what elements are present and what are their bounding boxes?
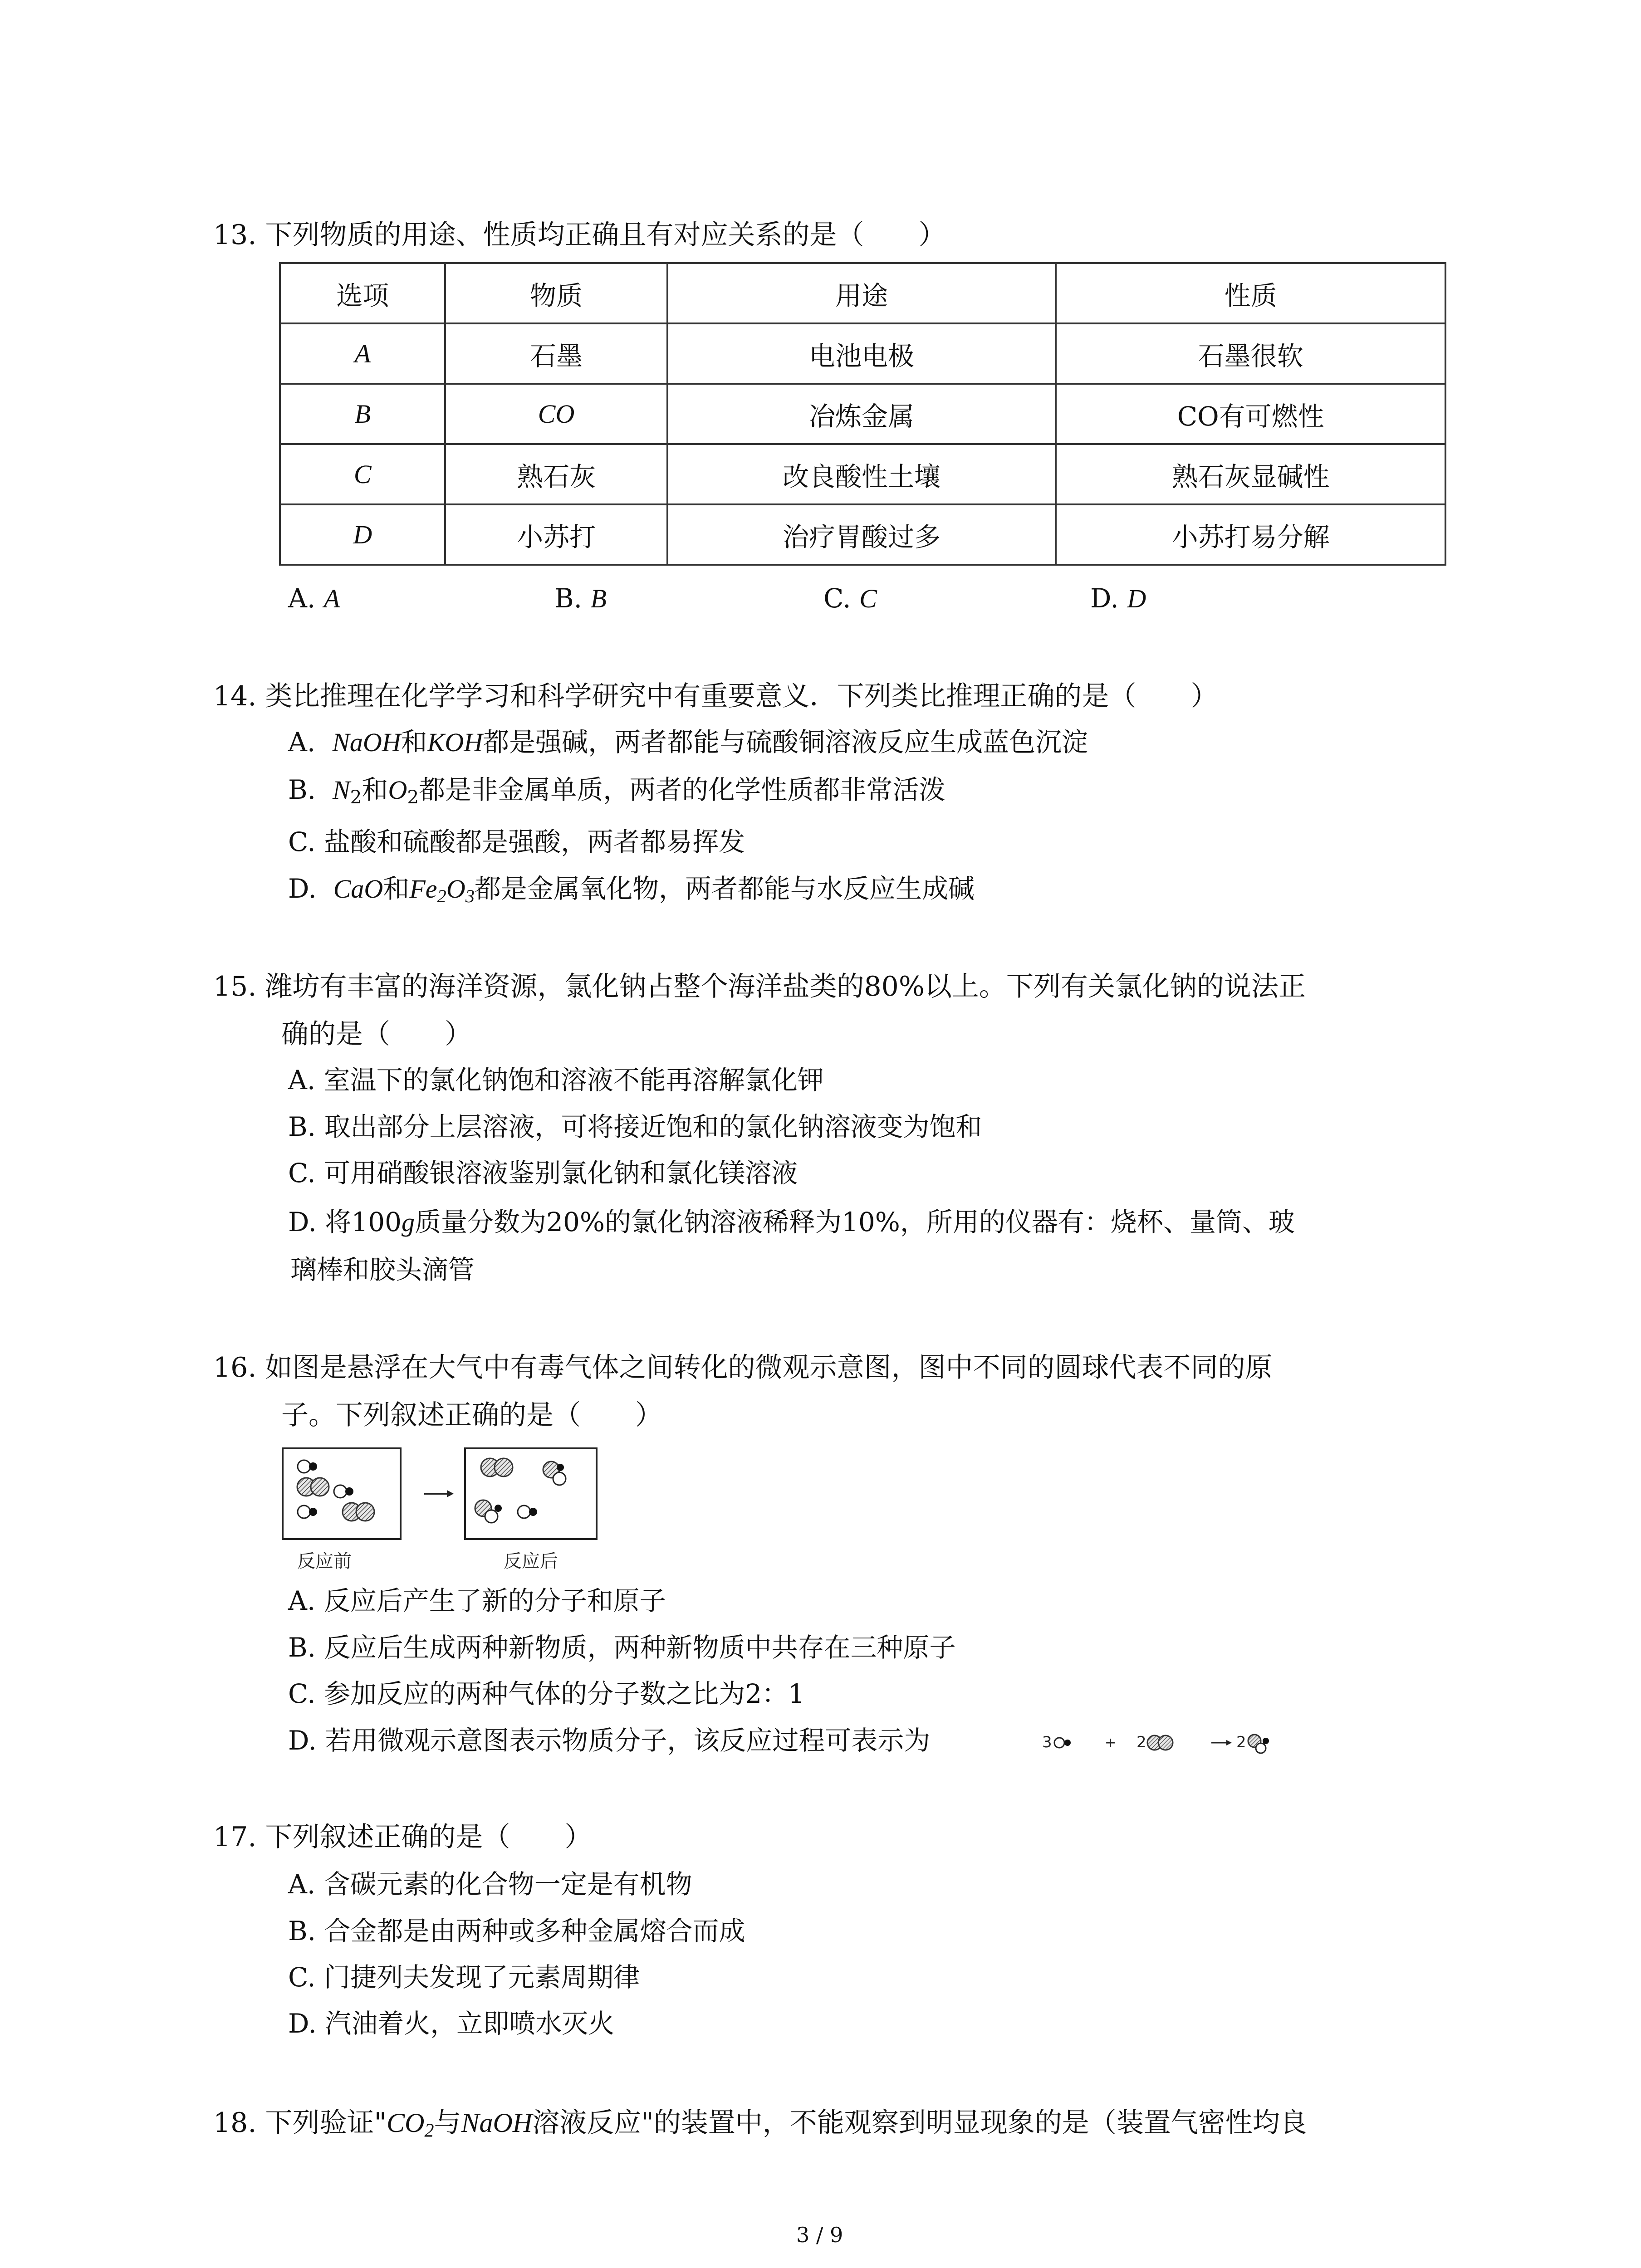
table-cell: 冶炼金属 bbox=[667, 384, 1056, 444]
q17-option-d[interactable]: D. 汽油着火，立即喷水灭火 bbox=[288, 2008, 615, 2039]
q17-option-b[interactable]: B. 合金都是由两种或多种金属熔合而成 bbox=[288, 1916, 745, 1946]
q16-stem-line1: 16. 如图是悬浮在大气中有毒气体之间转化的微观示意图，图中不同的圆球代表不同的原 bbox=[213, 1352, 1273, 1383]
table-cell: 熟石灰显碱性 bbox=[1056, 444, 1445, 504]
q17-stem: 17. 下列叙述正确的是（ ） bbox=[213, 1821, 592, 1853]
reaction-diagram bbox=[279, 1445, 615, 1581]
q15-option-a[interactable]: A. 室温下的氯化钠饱和溶液不能再溶解氯化钾 bbox=[288, 1065, 824, 1095]
table-row bbox=[280, 384, 1445, 444]
molecule-hatched-pair bbox=[481, 1458, 513, 1476]
table-header-cell: 选项 bbox=[280, 263, 445, 323]
table-cell: 电池电极 bbox=[667, 323, 1056, 384]
table-header-cell: 用途 bbox=[667, 263, 1056, 323]
table-cell: 小苏打易分解 bbox=[1056, 504, 1445, 565]
q16-option-d[interactable]: D. 若用微观示意图表示物质分子，该反应过程可表示为 bbox=[288, 1725, 931, 1756]
q15-option-d-line1[interactable]: D. 将100g质量分数为20%的氯化钠溶液稀释为10%，所用的仪器有：烧杯、量筒、玻 bbox=[288, 1207, 1295, 1237]
table-row bbox=[280, 444, 1445, 504]
eq-coef: 3 bbox=[1042, 1733, 1052, 1751]
label-after: 反应后 bbox=[504, 1551, 558, 1572]
q14-option-d[interactable]: D. CaO和$Fe_2O_3$都是金属氧化物，两者都能与水反应生成碱 bbox=[288, 873, 975, 907]
q13-option-b[interactable]: B. B bbox=[554, 583, 607, 614]
table-cell: D bbox=[280, 504, 445, 565]
table-cell: CO有可燃性 bbox=[1056, 384, 1445, 444]
eq-coef: 2 bbox=[1236, 1733, 1246, 1751]
table-cell: B bbox=[280, 384, 445, 444]
molecule-hatched-pair bbox=[297, 1478, 329, 1496]
q17-option-a[interactable]: A. 含碳元素的化合物一定是有机物 bbox=[288, 1869, 692, 1900]
q15-option-b[interactable]: B. 取出部分上层溶液，可将接近饱和的氯化钠溶液变为饱和 bbox=[288, 1111, 982, 1142]
table-cell: 改良酸性土壤 bbox=[667, 444, 1056, 504]
page-number: 3 / 9 bbox=[796, 2223, 843, 2247]
q14-stem: 14. 类比推理在化学学习和科学研究中有重要意义．下列类比推理正确的是（ ） bbox=[213, 680, 1218, 712]
table-header-cell: 物质 bbox=[445, 263, 667, 323]
q16-option-c[interactable]: C. 参加反应的两种气体的分子数之比为2：1 bbox=[288, 1678, 805, 1709]
table-cell: 治疗胃酸过多 bbox=[667, 504, 1056, 565]
label-before: 反应前 bbox=[297, 1551, 352, 1572]
molecule-hatched-pair bbox=[343, 1503, 374, 1521]
q16-option-a[interactable]: A. 反应后产生了新的分子和原子 bbox=[288, 1585, 666, 1616]
q14-option-b[interactable]: B. $N_2$和$O_2$都是非金属单质，两者的化学性质都非常活泼 bbox=[288, 774, 945, 808]
q13-option-c[interactable]: C. C bbox=[823, 583, 877, 614]
table-cell: 石墨 bbox=[445, 323, 667, 384]
q14-option-a[interactable]: A. NaOH和KOH都是强碱，两者都能与硫酸铜溶液反应生成蓝色沉淀 bbox=[288, 727, 1088, 758]
eq-coef: 2 bbox=[1136, 1733, 1146, 1751]
eq-plus: + bbox=[1105, 1735, 1117, 1751]
q13-option-d[interactable]: D. D bbox=[1090, 583, 1146, 614]
q16-stem-line2: 子。下列叙述正确的是（ ） bbox=[281, 1399, 662, 1431]
q16-option-b[interactable]: B. 反应后生成两种新物质，两种新物质中共存在三种原子 bbox=[288, 1632, 956, 1663]
q15-option-d-line2: 璃棒和胶头滴管 bbox=[290, 1254, 475, 1285]
table-cell: 石墨很软 bbox=[1056, 323, 1445, 384]
table-row bbox=[280, 323, 1445, 384]
table-cell: C bbox=[280, 444, 445, 504]
q13-option-a[interactable]: A. A bbox=[288, 583, 340, 614]
reaction-equation bbox=[1041, 1724, 1332, 1760]
q13-table bbox=[279, 262, 1446, 566]
q13-stem: 13. 下列物质的用途、性质均正确且有对应关系的是（ ） bbox=[213, 219, 946, 251]
table-cell: 熟石灰 bbox=[445, 444, 667, 504]
q18-stem: 18. 下列验证"$CO_2$与NaOH溶液反应"的装置中，不能观察到明显现象的是（装置气密性均良 bbox=[213, 2107, 1307, 2141]
q15-stem-line2: 确的是（ ） bbox=[281, 1018, 472, 1050]
q17-option-c[interactable]: C. 门捷列夫发现了元素周期律 bbox=[288, 1962, 640, 1993]
table-cell: 小苏打 bbox=[445, 504, 667, 565]
q15-option-c[interactable]: C. 可用硝酸银溶液鉴别氯化钠和氯化镁溶液 bbox=[288, 1158, 798, 1188]
q14-option-c[interactable]: C. 盐酸和硫酸都是强酸，两者都易挥发 bbox=[288, 826, 745, 857]
table-header-cell: 性质 bbox=[1056, 263, 1445, 323]
q15-stem-line1: 15. 潍坊有丰富的海洋资源，氯化钠占整个海洋盐类的80%以上。下列有关氯化钠的说法正 bbox=[213, 971, 1306, 1002]
table-header-row bbox=[280, 263, 1445, 323]
table-row bbox=[280, 504, 1445, 565]
table-cell: CO bbox=[445, 384, 667, 444]
arrow-icon bbox=[424, 1490, 454, 1497]
table-cell: A bbox=[280, 323, 445, 384]
